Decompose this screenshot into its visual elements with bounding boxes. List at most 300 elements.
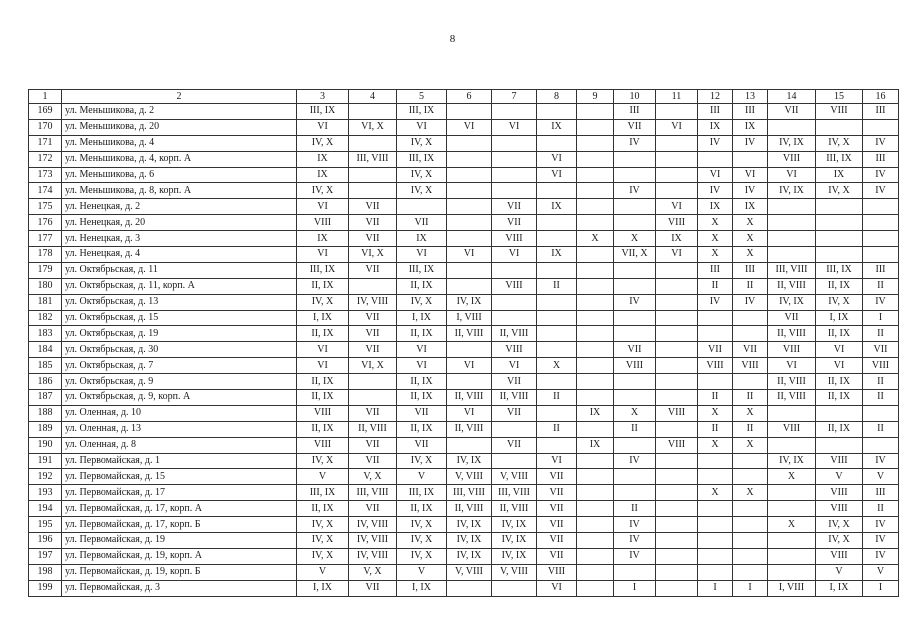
column-header: 8 — [537, 90, 577, 104]
table-row — [29, 199, 899, 215]
table-cell: IX — [397, 231, 447, 247]
table-cell: IV, X — [397, 294, 447, 310]
table-cell: IV, X — [297, 135, 349, 151]
table-cell: II, IX — [816, 390, 863, 406]
table-cell — [577, 358, 614, 374]
table-cell: VIII — [768, 151, 816, 167]
table-cell — [349, 278, 397, 294]
table-cell: VII — [537, 485, 577, 501]
table-cell — [577, 517, 614, 533]
table-cell — [577, 310, 614, 326]
table-cell — [816, 231, 863, 247]
table-cell — [863, 199, 899, 215]
table-cell: I — [698, 580, 733, 596]
table-cell: VII — [349, 453, 397, 469]
table-cell: II, IX — [816, 326, 863, 342]
table-cell — [537, 215, 577, 231]
table-cell: X — [733, 405, 768, 421]
table-cell: IV, IX — [447, 548, 492, 564]
column-header: 4 — [349, 90, 397, 104]
table-cell: IV, X — [397, 167, 447, 183]
table-cell: V, X — [349, 564, 397, 580]
table-cell — [537, 104, 577, 120]
table-cell — [447, 167, 492, 183]
table-cell: VII — [397, 405, 447, 421]
table-cell: II, VIII — [349, 421, 397, 437]
table-cell — [577, 247, 614, 263]
table-row — [29, 135, 899, 151]
table-cell: V — [297, 469, 349, 485]
table-cell: VII — [537, 548, 577, 564]
table-cell: II — [863, 390, 899, 406]
row-number-cell: 188 — [29, 405, 62, 421]
table-cell: II, VIII — [492, 501, 537, 517]
table-cell: II, VIII — [768, 374, 816, 390]
table-cell — [537, 374, 577, 390]
table-cell: II, IX — [297, 326, 349, 342]
table-cell: X — [614, 405, 656, 421]
table-cell — [577, 580, 614, 596]
row-number-cell: 178 — [29, 247, 62, 263]
table-cell: IV — [863, 135, 899, 151]
table-cell: II — [733, 421, 768, 437]
table-cell: IV, IX — [768, 294, 816, 310]
table-cell: II — [614, 421, 656, 437]
table-cell: X — [698, 485, 733, 501]
table-cell — [863, 119, 899, 135]
table-cell — [492, 310, 537, 326]
table-cell: IV — [733, 135, 768, 151]
address-cell: ул. Меньшикова, д. 6 — [62, 167, 297, 183]
table-cell: IV — [863, 183, 899, 199]
table-cell: IV, X — [397, 135, 447, 151]
table-cell: X — [698, 247, 733, 263]
row-number-cell: 190 — [29, 437, 62, 453]
table-cell: II, IX — [297, 421, 349, 437]
table-cell — [698, 374, 733, 390]
table-cell — [614, 278, 656, 294]
table-cell — [656, 278, 698, 294]
table-cell — [447, 374, 492, 390]
table-cell: II, IX — [397, 421, 447, 437]
table-row — [29, 262, 899, 278]
table-cell: I, IX — [297, 310, 349, 326]
table-cell: IX — [297, 151, 349, 167]
column-header: 2 — [62, 90, 297, 104]
table-cell — [577, 469, 614, 485]
table-cell: IX — [733, 119, 768, 135]
table-cell: VII — [492, 437, 537, 453]
table-cell: IX — [537, 247, 577, 263]
table-cell: VIII — [656, 437, 698, 453]
table-cell: VI — [656, 199, 698, 215]
address-cell: ул. Первомайская, д. 3 — [62, 580, 297, 596]
table-cell: X — [698, 231, 733, 247]
table-cell: V, VIII — [447, 564, 492, 580]
table-row — [29, 167, 899, 183]
table-cell: IV — [863, 294, 899, 310]
row-number-cell: 186 — [29, 374, 62, 390]
table-cell: II, IX — [397, 501, 447, 517]
table-cell — [863, 247, 899, 263]
table-cell: IV — [863, 517, 899, 533]
address-cell: ул. Октябрьская, д. 11, корп. А — [62, 278, 297, 294]
table-cell — [614, 167, 656, 183]
table-cell: IV, X — [397, 183, 447, 199]
table-cell: VIII — [656, 405, 698, 421]
table-cell — [733, 533, 768, 549]
table-cell: IV — [614, 453, 656, 469]
table-cell — [614, 469, 656, 485]
table-cell: VI — [397, 247, 447, 263]
table-cell: V — [863, 564, 899, 580]
table-cell: VII — [349, 262, 397, 278]
table-cell — [698, 310, 733, 326]
table-cell: VI — [492, 119, 537, 135]
table-cell — [492, 294, 537, 310]
address-cell: ул. Первомайская, д. 17, корп. Б — [62, 517, 297, 533]
row-number-cell: 183 — [29, 326, 62, 342]
table-cell: IV — [733, 294, 768, 310]
table-cell: III — [863, 151, 899, 167]
table-cell: VIII — [656, 215, 698, 231]
table-cell: IV, IX — [447, 294, 492, 310]
table-cell: IV, X — [397, 533, 447, 549]
row-number-cell: 195 — [29, 517, 62, 533]
table-cell: VIII — [614, 358, 656, 374]
table-cell: IX — [297, 167, 349, 183]
table-cell — [447, 104, 492, 120]
table-cell: X — [698, 405, 733, 421]
table-cell — [537, 342, 577, 358]
row-number-cell: 185 — [29, 358, 62, 374]
table-cell — [656, 517, 698, 533]
address-cell: ул. Ненецкая, д. 20 — [62, 215, 297, 231]
table-cell: III, IX — [816, 262, 863, 278]
row-number-cell: 187 — [29, 390, 62, 406]
table-cell — [447, 580, 492, 596]
table-cell — [733, 151, 768, 167]
table-cell — [733, 564, 768, 580]
row-number-cell: 177 — [29, 231, 62, 247]
table-cell — [447, 278, 492, 294]
table-cell — [698, 453, 733, 469]
row-number-cell: 199 — [29, 580, 62, 596]
table-cell: IV — [698, 183, 733, 199]
table-cell — [492, 421, 537, 437]
table-cell — [537, 326, 577, 342]
table-cell — [733, 326, 768, 342]
table-cell — [656, 421, 698, 437]
table-cell: II, IX — [816, 374, 863, 390]
table-cell: V, VIII — [447, 469, 492, 485]
row-number-cell: 184 — [29, 342, 62, 358]
table-cell — [537, 262, 577, 278]
table-cell — [816, 405, 863, 421]
table-cell — [614, 310, 656, 326]
table-cell — [577, 215, 614, 231]
table-cell: IV — [863, 453, 899, 469]
table-cell — [447, 342, 492, 358]
table-cell: VII — [349, 580, 397, 596]
table-cell: VII — [492, 199, 537, 215]
table-cell — [656, 151, 698, 167]
table-cell: III — [614, 104, 656, 120]
table-cell — [492, 167, 537, 183]
table-cell: IX — [297, 231, 349, 247]
table-cell — [656, 580, 698, 596]
table-cell: II, VIII — [447, 326, 492, 342]
table-cell — [656, 135, 698, 151]
table-cell — [656, 501, 698, 517]
table-cell: I — [733, 580, 768, 596]
row-number-cell: 174 — [29, 183, 62, 199]
table-cell: VIII — [733, 358, 768, 374]
table-cell: VIII — [492, 278, 537, 294]
table-cell: VII — [537, 469, 577, 485]
table-cell: VII — [768, 104, 816, 120]
address-cell: ул. Первомайская, д. 19 — [62, 533, 297, 549]
table-cell: IV, IX — [768, 183, 816, 199]
table-cell — [816, 437, 863, 453]
table-cell — [698, 501, 733, 517]
table-cell: VII — [397, 215, 447, 231]
table-cell: II, VIII — [768, 390, 816, 406]
table-cell: IV, VIII — [349, 517, 397, 533]
address-cell: ул. Ненецкая, д. 4 — [62, 247, 297, 263]
table-cell — [614, 199, 656, 215]
table-cell: III — [863, 262, 899, 278]
table-cell: V, X — [349, 469, 397, 485]
table-cell: I, IX — [397, 310, 447, 326]
address-cell: ул. Меньшикова, д. 4 — [62, 135, 297, 151]
table-cell — [614, 326, 656, 342]
address-cell: ул. Оленная, д. 8 — [62, 437, 297, 453]
table-cell: VII — [537, 517, 577, 533]
table-cell — [577, 564, 614, 580]
table-row — [29, 580, 899, 596]
table-cell: VI — [397, 119, 447, 135]
column-header: 14 — [768, 90, 816, 104]
table-cell: VI — [447, 405, 492, 421]
table-cell — [656, 564, 698, 580]
table-cell — [577, 453, 614, 469]
table-cell: VI, X — [349, 358, 397, 374]
address-cell: ул. Октябрьская, д. 11 — [62, 262, 297, 278]
table-cell: III — [863, 104, 899, 120]
row-number-cell: 179 — [29, 262, 62, 278]
address-cell: ул. Меньшикова, д. 4, корп. А — [62, 151, 297, 167]
table-cell — [698, 326, 733, 342]
table-cell — [492, 453, 537, 469]
table-cell — [816, 215, 863, 231]
table-cell — [447, 231, 492, 247]
table-cell: VIII — [537, 564, 577, 580]
table-cell: II, VIII — [492, 390, 537, 406]
table-row — [29, 421, 899, 437]
row-number-cell: 170 — [29, 119, 62, 135]
table-cell: II — [614, 501, 656, 517]
table-cell — [768, 247, 816, 263]
table-cell: IV, X — [816, 517, 863, 533]
address-cell: ул. Первомайская, д. 17 — [62, 485, 297, 501]
table-cell: X — [698, 215, 733, 231]
row-number-cell: 192 — [29, 469, 62, 485]
table-cell — [447, 215, 492, 231]
table-cell: X — [733, 231, 768, 247]
table-cell — [577, 485, 614, 501]
table-cell: VII — [349, 342, 397, 358]
table-cell: III, VIII — [492, 485, 537, 501]
table-cell — [577, 183, 614, 199]
table-cell — [577, 278, 614, 294]
table-cell: I, VIII — [447, 310, 492, 326]
table-cell: VII — [349, 310, 397, 326]
table-cell: I, IX — [816, 580, 863, 596]
table-cell — [397, 199, 447, 215]
table-cell: II — [698, 390, 733, 406]
table-cell — [863, 231, 899, 247]
table-cell: II — [863, 374, 899, 390]
table-cell: IX — [656, 231, 698, 247]
table-cell: VIII — [698, 358, 733, 374]
table-cell — [349, 104, 397, 120]
table-cell — [447, 183, 492, 199]
address-cell: ул. Первомайская, д. 19, корп. А — [62, 548, 297, 564]
table-cell: VI — [492, 358, 537, 374]
address-cell: ул. Октябрьская, д. 15 — [62, 310, 297, 326]
table-cell — [863, 437, 899, 453]
table-row — [29, 342, 899, 358]
table-cell — [614, 151, 656, 167]
column-header: 10 — [614, 90, 656, 104]
table-cell: VI — [537, 453, 577, 469]
table-cell: II — [733, 390, 768, 406]
table-cell: VII — [492, 374, 537, 390]
row-number-cell: 171 — [29, 135, 62, 151]
table-cell — [656, 533, 698, 549]
table-row — [29, 501, 899, 517]
table-cell: VI — [768, 358, 816, 374]
table-cell: VI — [537, 151, 577, 167]
table-row — [29, 517, 899, 533]
table-cell: II, VIII — [447, 390, 492, 406]
table-cell: VII — [614, 342, 656, 358]
row-number-cell: 169 — [29, 104, 62, 120]
table-row — [29, 358, 899, 374]
table-cell: V — [397, 469, 447, 485]
table-cell: IV, IX — [447, 533, 492, 549]
table-cell — [614, 374, 656, 390]
table-cell: II — [863, 278, 899, 294]
table-cell: III, VIII — [447, 485, 492, 501]
table-cell: VII — [492, 215, 537, 231]
table-cell: I, IX — [297, 580, 349, 596]
table-cell — [577, 151, 614, 167]
table-cell — [614, 437, 656, 453]
table-cell: II, IX — [816, 278, 863, 294]
table-cell — [577, 533, 614, 549]
table-cell: VII, X — [614, 247, 656, 263]
table-cell: VII — [537, 501, 577, 517]
table-cell: II, VIII — [768, 326, 816, 342]
table-cell — [447, 262, 492, 278]
table-cell: IV, X — [816, 294, 863, 310]
table-cell: IV — [698, 135, 733, 151]
table-cell: VIII — [816, 548, 863, 564]
table-cell: III, IX — [297, 485, 349, 501]
table-cell — [733, 501, 768, 517]
table-cell: IV, IX — [492, 517, 537, 533]
table-cell: IV — [614, 183, 656, 199]
address-cell: ул. Октябрьская, д. 7 — [62, 358, 297, 374]
table-cell — [492, 151, 537, 167]
address-cell: ул. Меньшикова, д. 20 — [62, 119, 297, 135]
table-cell — [656, 548, 698, 564]
table-cell — [733, 469, 768, 485]
address-cell: ул. Меньшикова, д. 2 — [62, 104, 297, 120]
table-cell: III, IX — [397, 104, 447, 120]
column-header: 5 — [397, 90, 447, 104]
table-cell: III, IX — [297, 262, 349, 278]
column-header: 13 — [733, 90, 768, 104]
table-cell: IV, VIII — [349, 548, 397, 564]
table-cell: VI — [297, 119, 349, 135]
table-cell — [537, 183, 577, 199]
table-cell — [863, 215, 899, 231]
table-cell — [577, 390, 614, 406]
table-cell — [816, 199, 863, 215]
table-cell — [577, 501, 614, 517]
table-cell — [577, 167, 614, 183]
table-cell — [537, 310, 577, 326]
table-cell — [768, 501, 816, 517]
table-cell: II, IX — [397, 278, 447, 294]
table-cell — [733, 310, 768, 326]
table-cell: II — [733, 278, 768, 294]
table-cell: I — [863, 310, 899, 326]
table-row — [29, 247, 899, 263]
table-row — [29, 310, 899, 326]
table-cell: II, IX — [297, 390, 349, 406]
table-cell: II — [863, 326, 899, 342]
table-cell: IV — [614, 517, 656, 533]
table-cell — [816, 119, 863, 135]
table-cell — [656, 294, 698, 310]
table-row — [29, 437, 899, 453]
row-number-cell: 196 — [29, 533, 62, 549]
header-row — [29, 90, 899, 104]
table-cell — [614, 485, 656, 501]
table-cell: IV, X — [397, 517, 447, 533]
table-cell: VI — [492, 247, 537, 263]
table-cell — [577, 342, 614, 358]
table-cell: VI — [297, 247, 349, 263]
table-cell — [656, 310, 698, 326]
table-cell: V — [816, 469, 863, 485]
table-cell — [768, 564, 816, 580]
page-number: 8 — [449, 33, 456, 45]
table-cell — [656, 342, 698, 358]
table-cell: VIII — [863, 358, 899, 374]
table-cell: VI — [447, 119, 492, 135]
table-cell: III, VIII — [349, 151, 397, 167]
table-cell — [656, 326, 698, 342]
table-cell: VI — [816, 358, 863, 374]
table-cell: I, VIII — [768, 580, 816, 596]
table-cell — [577, 548, 614, 564]
table-cell — [349, 135, 397, 151]
